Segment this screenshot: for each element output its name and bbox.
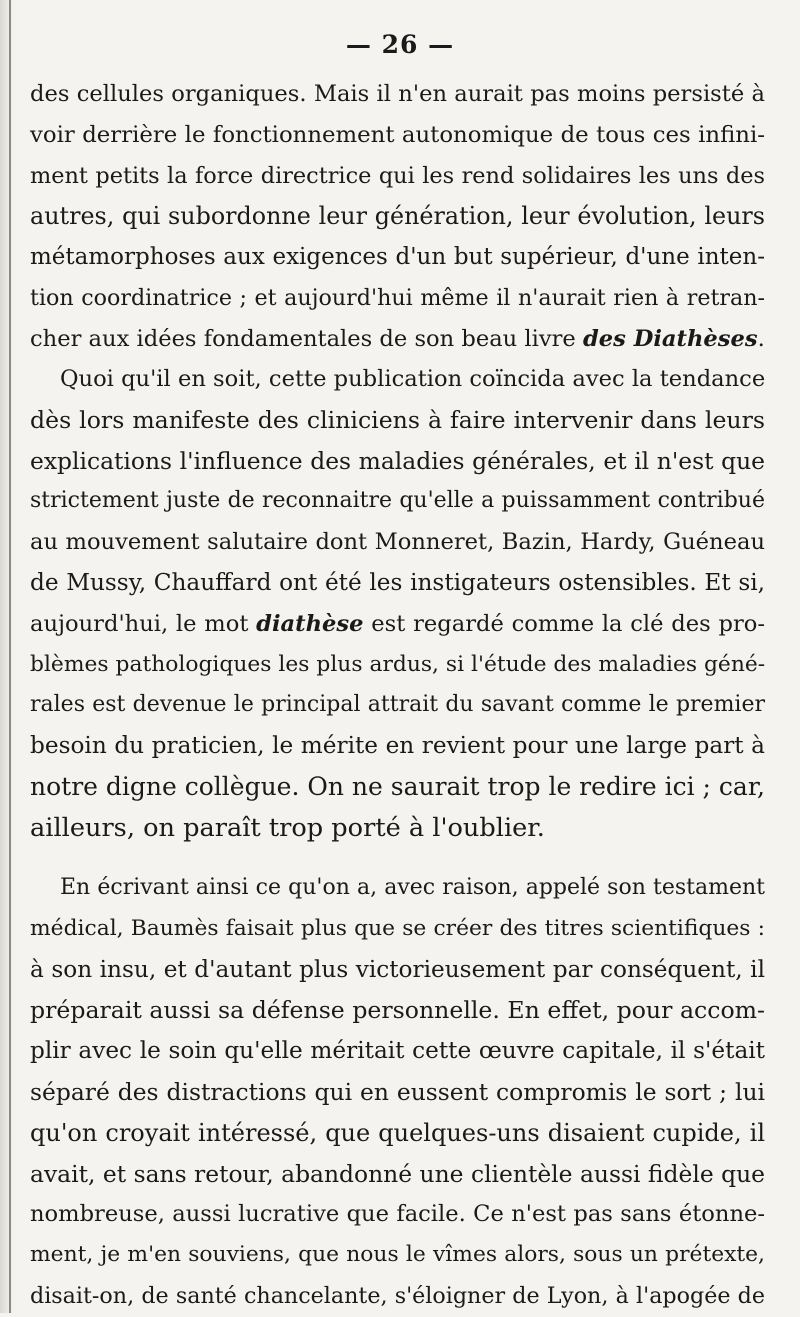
text-line: disait-on, de santé chancelante, s'éloigner de Lyon, à l'apogée de: [30, 1282, 765, 1309]
text-line: à son insu, et d'autant plus victorieusement par conséquent, il: [30, 955, 765, 983]
text-line: autres, qui subordonne leur génération, leur évolution, leurs: [30, 202, 765, 231]
book-title-italic: des Diathèses: [582, 325, 758, 352]
text-line: plir avec le soin qu'elle méritait cette œuvre capitale, il s'était: [30, 1037, 765, 1065]
text-line-last: [30, 319, 765, 360]
text-line: tion coordinatrice ; et aujourd'hui même il n'aurait rien à retran-: [30, 284, 765, 311]
text-line: avait, et sans retour, abandonné une clientèle aussi fidèle que: [30, 1159, 765, 1188]
text-line: des cellules organiques. Mais il n'en aurait pas moins persisté à: [30, 81, 765, 107]
page-margin-line: [9, 0, 11, 1313]
text-line: strictement juste de reconnaitre qu'elle a puissamment contribué: [30, 488, 765, 514]
paragraph-3: [30, 868, 765, 1317]
text-line: besoin du praticien, le mérite en revient pour une large part à: [30, 732, 765, 760]
text-line: ment, je m'en souviens, que nous le vîmes alors, sous un prétexte,: [30, 1242, 765, 1268]
text-line-last: ailleurs, on paraît trop porté à l'oublier.: [30, 812, 545, 843]
text-line: Quoi qu'il en soit, cette publication coïncida avec la tendance: [60, 366, 766, 392]
text-line: au mouvement salutaire dont Monneret, Bazin, Hardy, Guéneau: [30, 529, 765, 556]
text-line: métamorphoses aux exigences d'un but supérieur, d'une inten-: [30, 244, 765, 271]
text-line: voir derrière le fonctionnement autonomique de tous ces infini-: [30, 121, 765, 148]
text-line: explications l'influence des maladies générales, et il n'est que: [30, 446, 765, 475]
paragraph-2: [30, 359, 765, 849]
text-segment: est regardé comme la clé des pro-: [363, 610, 765, 637]
text-segment: aujourd'hui, le mot: [30, 610, 257, 637]
page-number: — 26 —: [345, 30, 455, 59]
paragraph-1: [30, 74, 765, 360]
page-binding-edge: [0, 0, 14, 1313]
text-line: blèmes pathologiques les plus ardus, si l'étude des maladies géné-: [30, 651, 766, 677]
text-line: de Mussy, Chauffard ont été les instigateurs ostensibles. Et si,: [30, 568, 765, 596]
term-italic: diathèse: [256, 610, 364, 637]
text-line-italic: [30, 604, 765, 645]
text-segment: cher aux idées fondamentales de son beau livre: [30, 325, 583, 352]
text-line: dès lors manifeste des cliniciens à faire intervenir dans leurs: [30, 405, 765, 434]
text-line: notre digne collègue. On ne saurait trop le redire ici ; car,: [30, 771, 765, 801]
text-line: médical, Baumès faisait plus que se créer des titres scientifiques :: [30, 915, 765, 941]
text-line: nombreuse, aussi lucrative que facile. Ce n'est pas sans étonne-: [30, 1201, 765, 1228]
text-line: séparé des distractions qui en eussent compromis le sort ; lui: [30, 1077, 765, 1106]
text-segment: .: [757, 325, 765, 352]
text-line: rales est devenue le principal attrait du savant comme le premier: [30, 692, 765, 718]
text-line: préparait aussi sa défense personnelle. En effet, pour accom-: [30, 996, 765, 1025]
text-line: ment petits la force directrice qui les rend solidaires les uns des: [30, 162, 765, 189]
text-line: qu'on croyait intéressé, que quelques-uns disaient cupide, il: [30, 1118, 765, 1147]
text-line: En écrivant ainsi ce qu'on a, avec raison, appelé son testament: [60, 875, 765, 900]
